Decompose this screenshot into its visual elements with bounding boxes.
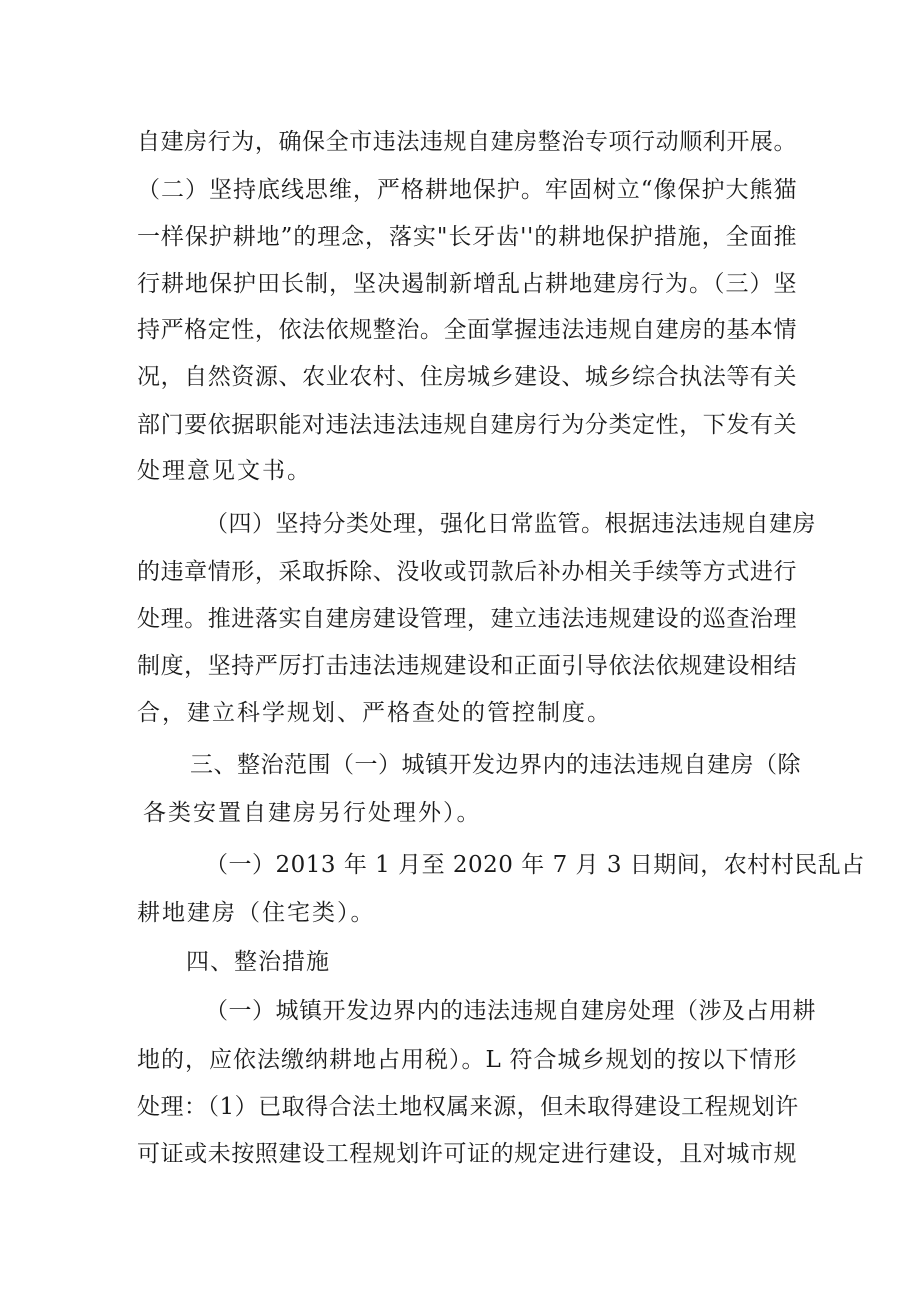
text-line: 处理。推进落实自建房建设管理，建立违法违规建设的巡查治理 [137, 606, 797, 632]
text-line: 各类安置自建房另行处理外）。 [143, 800, 482, 826]
text-line: 可证或未按照建设工程规划许可证的规定进行建设，且对城市规 [137, 1141, 797, 1167]
text-line: 处理意见文书。 [137, 458, 312, 484]
text-line: 况，自然资源、农业农村、住房城乡建设、城乡综合执法等有关 [137, 364, 797, 390]
text-line: 地的，应依法缴纳耕地占用税）。L 符合城乡规划的按以下情形 [137, 1047, 797, 1073]
text-line: 行耕地保护田长制，坚决遏制新增乱占耕地建房行为。（三）坚 [137, 271, 797, 297]
text-line: 持严格定性，依法依规整治。全面掌握违法违规自建房的基本情 [137, 317, 797, 343]
paragraph-start-line: （一）城镇开发边界内的违法违规自建房处理（涉及占用耕 [205, 998, 816, 1024]
text-line: 的违章情形，采取拆除、没收或罚款后补办相关手续等方式进行 [137, 559, 797, 585]
paragraph-start-line: （四）坚持分类处理，强化日常监管。根据违法违规自建房 [205, 511, 816, 537]
text-line: 制度，坚持严厉打击违法违规建设和正面引导依法依规建设相结 [137, 653, 797, 679]
section-four-heading: 四、整治措施 [186, 949, 330, 975]
section-three-heading-line: 三、整治范围（一）城镇开发边界内的违法违规自建房（除 [190, 752, 801, 778]
text-line: 处理：（1）已取得合法土地权属来源，但未取得建设工程规划许 [137, 1094, 799, 1120]
paragraph-start-line: （一）2013 年 1 月至 2020 年 7 月 3 日期间，农村村民乱占 [205, 852, 865, 878]
text-line: 部门要依据职能对违法违法违规自建房行为分类定性，下发有关 [137, 412, 797, 438]
text-line: 耕地建房（住宅类）。 [137, 900, 376, 926]
text-line: 合，建立科学规划、严格查处的管控制度。 [137, 700, 612, 726]
text-line: 自建房行为，确保全市违法违规自建房整治专项行动顺利开展。 [137, 129, 797, 155]
text-line: （二）坚持底线思维，严格耕地保护。牢固树立“像保护大熊猫 [137, 177, 797, 203]
text-line: 一样保护耕地”的理念，落实"长牙齿''的耕地保护措施，全面推 [137, 224, 797, 250]
